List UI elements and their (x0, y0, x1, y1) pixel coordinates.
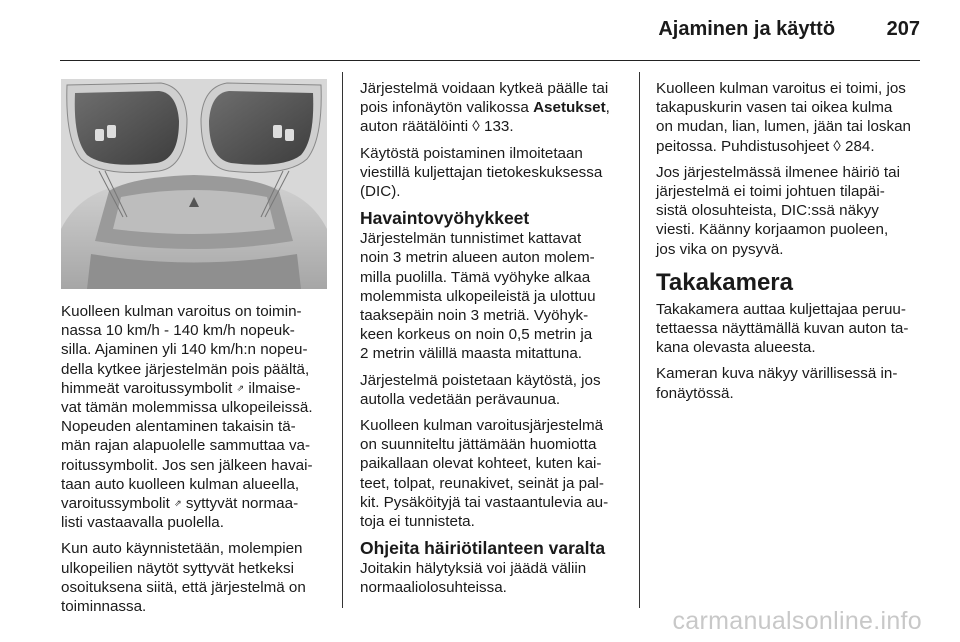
column-1 (61, 302, 328, 623)
paragraph: Järjestelmä poistetaan käytöstä, jos autolla vedetään perävaunua. (360, 371, 601, 408)
section-heading: Ohjeita häiriötilanteen varalta (360, 538, 606, 559)
paragraph: Jos järjestelmässä ilmenee häiriö tai järjestelmä ei toimi johtuen tilapäi- sistä olosuhteista, DIC:ssä näkyy viesti. Käänny korjaamon puoleen, jos vika on pysyvä. (656, 163, 900, 258)
section-heading: Takakamera (656, 268, 793, 296)
column-divider (342, 72, 343, 608)
column-2 (360, 79, 628, 605)
paragraph: Kuolleen kulman varoitus ei toimi, jos takapuskurin vasen tai oikea kulma on mudan, lian, lumen, jään tai loskan peitossa. Puhdistusohjeet ◊ 284. (656, 80, 911, 155)
paragraph: Kuolleen kulman varoitusjärjestelmä on suunniteltu jättämään huomiotta paikallaan olevat kohteet, kuten kai- teet, tolpat, reunakivet, seinät ja pal- kit. Pysäköityjä tai vastaantulevia au- toja ei tunnisteta. (360, 417, 609, 531)
page-number: 207 (886, 18, 920, 40)
paragraph: Kuolleen kulman varoitus on toimin- nassa 10 km/h - 140 km/h nopeuk- silla. Ajaminen yli 140 km/h:n nopeu- della kytkee järjestelmän pois päältä, himmeät varoitussymbolit ⇗ ilmaise- vat tämän molemmissa ulkopeileissä. Nopeuden alentaminen takaisin tä- män rajan alapuolelle sammuttaa va- roitussymbolit. Jos sen jälkeen havai- taan auto kuolleen kulman alueella, varoitussymbolit ⇗ syttyvät normaa- listi vastaavalla puolella. (61, 303, 313, 532)
blind-spot-symbol-icon: ⇗ (174, 498, 182, 509)
watermark: carmanualsonline.info (672, 607, 922, 635)
page-header (658, 18, 920, 41)
column-divider (639, 72, 640, 608)
blind-spot-illustration (61, 79, 327, 289)
chapter-title: Ajaminen ja käyttö (658, 18, 836, 40)
paragraph: Järjestelmä voidaan kytkeä päälle tai pois infonäytön valikossa Asetukset, auton räätälöinti ◊ 133. (360, 80, 610, 136)
paragraph: Kameran kuva näkyy värillisessä in- fonäytössä. (656, 365, 898, 402)
section-heading: Havaintovyöhykkeet (360, 208, 530, 229)
paragraph: Takakamera auttaa kuljettajaa peruu- tettaessa näyttämällä kuvan auton ta- kana olevasta alueesta. (656, 300, 909, 357)
page-reference: auton räätälöinti ◊ 133. (360, 118, 514, 136)
column-3 (656, 79, 924, 410)
header-rule (60, 60, 920, 61)
blind-spot-symbol-icon: ⇗ (236, 382, 245, 393)
paragraph: Käytöstä poistaminen ilmoitetaan viestillä kuljettajan tietokeskuksessa (DIC). (360, 144, 603, 201)
menu-keyword: Asetukset (533, 99, 606, 117)
paragraph: Kun auto käynnistetään, molempien ulkopeilien näytöt syttyvät hetkeksi osoituksena siitä, että järjestelmä on toiminnassa. (61, 540, 306, 616)
paragraph: Joitakin hälytyksiä voi jäädä väliin normaaliolosuhteissa. (360, 560, 587, 597)
paragraph: Järjestelmän tunnistimet kattavat noin 3 metrin alueen auton molem- milla puolilla. Tämä vyöhyke alkaa molemmista ulkopeileistä ja ulottuu taaksepäin noin 3 metriä. Vyöhyk- keen korkeus on noin 0,5 metrin ja 2 metrin välillä maasta mitattuna. (360, 230, 596, 363)
